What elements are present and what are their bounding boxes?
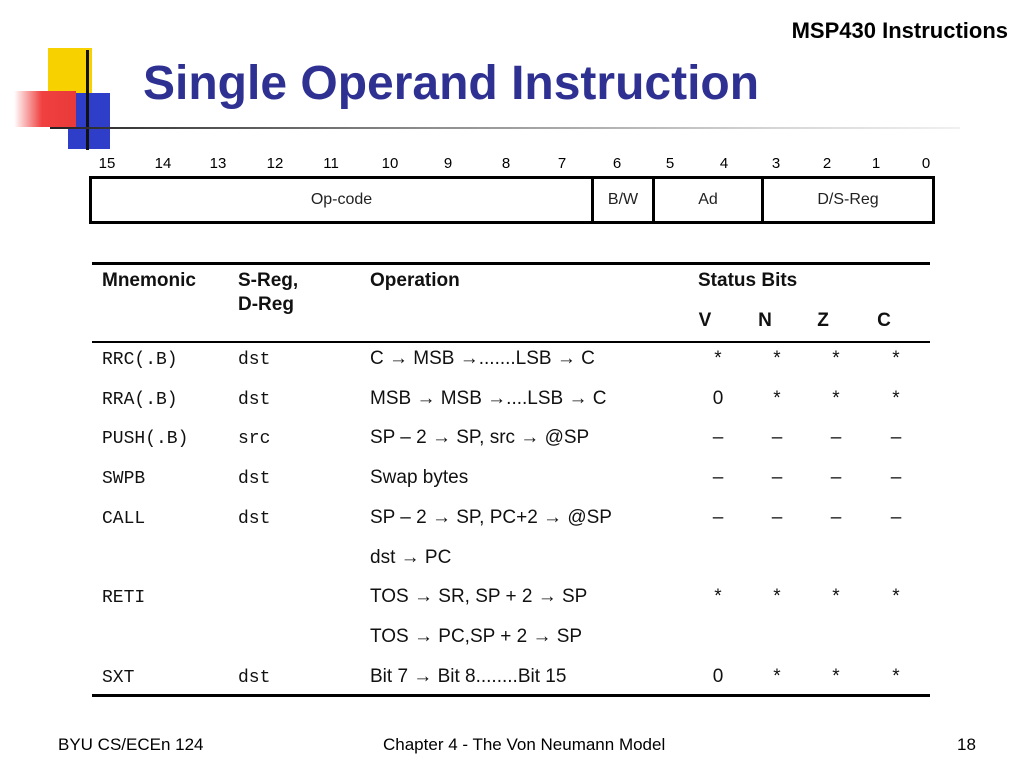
header-flag-z: Z (817, 310, 829, 331)
row-flag-v: * (714, 348, 722, 369)
row-flag-v: – (712, 467, 724, 488)
row-reg: dst (238, 509, 271, 529)
row-flag-v: 0 (712, 388, 724, 409)
row-mnemonic: SWPB (102, 469, 146, 489)
field-ad: Ad (652, 179, 761, 221)
bit-number: 8 (501, 155, 511, 172)
table-top-rule (92, 262, 930, 265)
row-flag-v: – (712, 427, 724, 448)
row-flag-c: * (892, 586, 900, 607)
row-reg: dst (238, 469, 271, 489)
row-flag-n: – (771, 467, 783, 488)
row-operation: SP – 2 → SP, PC+2 → @SP (370, 507, 612, 528)
row-flag-n: * (773, 586, 781, 607)
footer-page-number: 18 (957, 735, 976, 754)
row-operation: MSB → MSB →....LSB → C (370, 388, 607, 409)
row-flag-v: 0 (712, 666, 724, 687)
row-flag-n: – (771, 507, 783, 528)
row-flag-z: * (832, 666, 840, 687)
row-flag-c: * (892, 388, 900, 409)
instruction-format-box (89, 176, 935, 224)
row-operation: SP – 2 → SP, src → @SP (370, 427, 590, 448)
bit-number: 15 (98, 155, 116, 172)
row-operation: dst → PC (370, 547, 452, 568)
bit-number: 13 (209, 155, 227, 172)
row-flag-z: – (830, 467, 842, 488)
bit-number: 12 (266, 155, 284, 172)
bit-number: 10 (381, 155, 399, 172)
header-flag-v: V (698, 310, 712, 331)
row-flag-c: – (890, 467, 902, 488)
bit-number: 2 (822, 155, 832, 172)
header-flag-c: C (877, 310, 891, 331)
row-operation: Swap bytes (370, 467, 469, 488)
bit-number: 5 (665, 155, 675, 172)
row-mnemonic: SXT (102, 668, 135, 688)
row-mnemonic: CALL (102, 509, 146, 529)
row-mnemonic: RRC(.B) (102, 350, 178, 370)
bit-number: 14 (154, 155, 172, 172)
row-operation: TOS → PC,SP + 2 → SP (370, 626, 583, 647)
table-bottom-rule (92, 694, 930, 697)
row-flag-z: * (832, 348, 840, 369)
slide-title: Single Operand Instruction (143, 57, 760, 110)
field-ds-reg: D/S-Reg (761, 179, 932, 221)
corner-title: MSP430 Instructions (791, 18, 1008, 43)
row-flag-v: – (712, 507, 724, 528)
row-flag-z: – (830, 507, 842, 528)
row-flag-c: * (892, 666, 900, 687)
footer-chapter: Chapter 4 - The Von Neumann Model (383, 735, 666, 754)
header-status-bits: Status Bits (698, 270, 798, 291)
row-mnemonic: PUSH(.B) (102, 429, 189, 449)
row-mnemonic: RETI (102, 588, 146, 608)
row-flag-n: * (773, 388, 781, 409)
bit-number: 11 (323, 155, 339, 172)
table-header-rule (92, 341, 930, 343)
bit-number: 0 (921, 155, 931, 172)
bit-number: 4 (719, 155, 729, 172)
header-operation: Operation (370, 270, 460, 291)
row-reg: dst (238, 350, 271, 370)
row-flag-v: * (714, 586, 722, 607)
row-reg: dst (238, 668, 271, 688)
row-operation: C → MSB →.......LSB → C (370, 348, 595, 369)
field-bw: B/W (591, 179, 652, 221)
header-flag-n: N (758, 310, 772, 331)
row-flag-z: * (832, 388, 840, 409)
row-flag-n: – (771, 427, 783, 448)
row-flag-c: – (890, 427, 902, 448)
row-flag-n: * (773, 348, 781, 369)
row-flag-z: – (830, 427, 842, 448)
row-flag-c: – (890, 507, 902, 528)
bit-number: 1 (871, 155, 881, 172)
decor-vertical-line (86, 50, 89, 150)
bit-number: 7 (557, 155, 567, 172)
header-dreg: D-Reg (238, 294, 294, 315)
title-underline (50, 127, 960, 129)
row-flag-z: * (832, 586, 840, 607)
row-flag-c: * (892, 348, 900, 369)
row-operation: TOS → SR, SP + 2 → SP (370, 586, 588, 607)
row-reg: dst (238, 390, 271, 410)
bit-number-row (88, 155, 938, 175)
bit-number: 6 (612, 155, 622, 172)
row-mnemonic: RRA(.B) (102, 390, 178, 410)
row-reg: src (238, 429, 271, 449)
header-mnemonic: Mnemonic (102, 270, 196, 291)
field-opcode: Op-code (310, 191, 373, 208)
bit-number: 3 (771, 155, 781, 172)
row-operation: Bit 7 → Bit 8........Bit 15 (370, 666, 567, 687)
row-flag-n: * (773, 666, 781, 687)
decor-red-bar (14, 91, 76, 127)
footer-course: BYU CS/ECEn 124 (58, 735, 204, 754)
bit-number: 9 (443, 155, 453, 172)
header-sreg: S-Reg, (238, 270, 299, 291)
